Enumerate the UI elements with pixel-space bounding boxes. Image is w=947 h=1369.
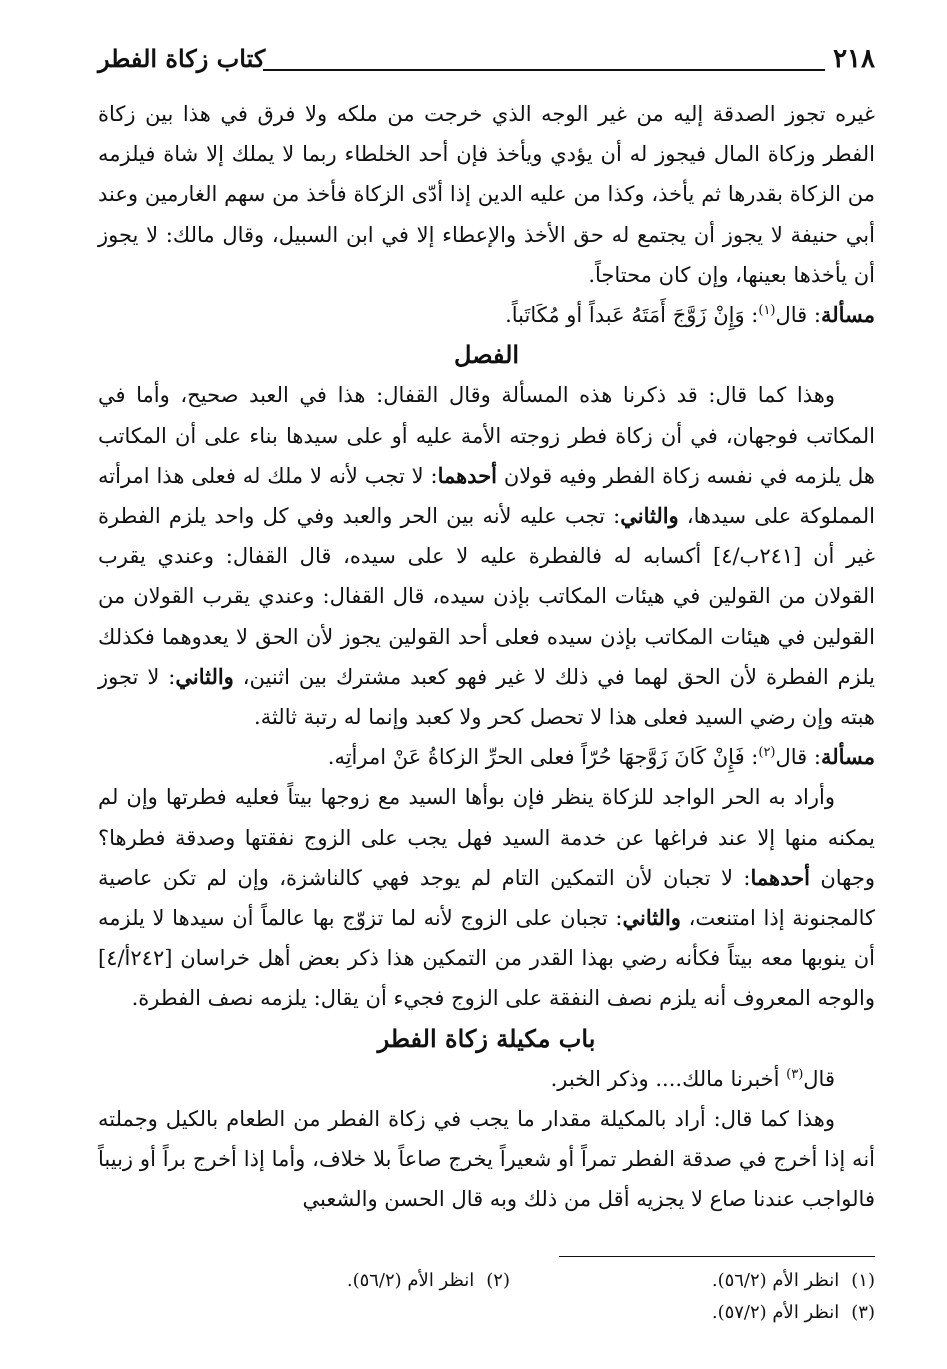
footnote-row-1: [98, 1270, 875, 1298]
masala-2: [98, 737, 875, 777]
footnote-text: انظر الأم (٥٦/٢).: [346, 1270, 475, 1291]
p4-text: أخبرنا مالك.... وذكر الخبر.: [550, 1066, 787, 1091]
paragraph-1: غيره تجوز الصدقة إليه من غير الوجه الذي خرجت من ملكه ولا فرق في هذا بين زكاة الفطر وزكاة المال فيجوز له أن يؤدي ويأخذ فإن أحد الخلطاء ربما لا يملك إلا شاة فيلزمه من الزكاة بقدرها ثم يأخذ، وكذا من عليه الدين إذا أدّى الزكاة فأخذ من سهم الغارمين وعند أبي حنيفة لا يجوز أن يجتمع له حق الأخذ والإعطاء إلا في ابن السبيل، وقال مالك: لا يجوز أن يأخذها بعينها، وإن كان محتاجاً.: [98, 102, 875, 287]
p2-bold-3: والثاني: [175, 663, 234, 689]
p3-part-a: وأراد به الحر الواجد للزكاة ينظر فإن بوأها السيد مع زوجها بيتاً فعليه فطرتها وإن لم يمكنه منها إلا عند فراغها عن خدمة السيد فهل يجب على الزوج نفقتها وصدقة فطرها؟ وجهان: [98, 785, 875, 890]
paragraph-5: وهذا كما قال: أراد بالمكيلة مقدار ما يجب في زكاة الفطر من الطعام بالكيل وجملته أنه إذا أخرج في صدقة الفطر تمراً أو شعيراً يخرج صاعاً بلا خلاف، وأما إذا أخرج براً أو زبيباً فالواجب عندنا صاع لا يجزيه أقل من ذلك وبه قال الحسن والشعبي: [98, 1107, 875, 1212]
footnote-number: (٢): [486, 1270, 510, 1291]
footnote-rule: [559, 1256, 875, 1257]
footnote-2: [347, 1270, 510, 1291]
footnote-number: (١): [851, 1270, 875, 1291]
p2-part-d: : تجب عليه لأنه بين الحر والعبد وفي كل واحد يلزم الفطرة غير أن [٢٤١ب/٤] أكسابه له فالفطرة عليه لا على سيده، قال القفال: وعندي يقرب القولان من القولين في هيئات المكاتب بإذن سيده، قال القفال: وعندي يقرب القولان من القولين في هيئات المكاتب بإذن سيده فعلى أحد القولين يجوز لأن الحق لا يعدوهما فكذلك يلزم الفطرة لأن الحق لهما في ذلك لا غير فهو كعبد مشترك بين اثنين،: [98, 504, 875, 689]
p2-part-e: : لا تجوز هبته وإن رضي السيد فعلى هذا لا تحصل كحر ولا كعبد وإنما له رتبة ثالثة.: [98, 664, 875, 730]
p2-part-a: وهذا كما قال: قد ذكرنا هذه المسألة وقال القفال: هذا في العبد صحيح، وأما في المكاتب فوجهان، في أن زكاة فطر زوجته الأمة عليه أو على سيدها بناء على أن المكاتب هل يلزمه في نفسه زكاة الفطر وفيه قولان: [98, 383, 876, 488]
p4-qala: قال: [803, 1066, 835, 1091]
masala-1: [98, 295, 875, 335]
footnote-ref-3: (٣): [786, 1066, 804, 1082]
footnote-text: انظر الأم (٥٧/٢).: [711, 1302, 840, 1323]
header-rule: [263, 69, 825, 71]
p3-bold-1: أحدهما: [750, 864, 810, 890]
section-heading-bab: باب مكيلة زكاة الفطر: [377, 1023, 596, 1053]
masala-label: مسألة: [820, 302, 875, 328]
masala-qala: : قال: [775, 745, 821, 770]
p2-bold-1: أحدهما: [437, 462, 498, 488]
section-heading-fasl: الفصل: [453, 340, 520, 370]
footnote-ref-1: (١): [758, 303, 776, 319]
masala-label: مسألة: [820, 744, 875, 770]
p2-part-c: : لا تجب لأنه لا ملك له فعلى هذا امرأته المملوكة على سيدها،: [98, 463, 875, 529]
masala-qala: : قال: [775, 303, 821, 328]
page-header: [98, 44, 875, 78]
masala-text: : وَإِنْ زَوَّجَ أَمَتَهُ عَبداً أو مُكَاتَباً.: [505, 303, 759, 328]
main-text: [98, 94, 875, 1220]
p2-bold-2: والثاني: [620, 503, 679, 529]
running-title: كتاب زكاة الفطر: [98, 44, 266, 73]
paragraph-3: [98, 777, 875, 1018]
p3-part-d: : تجبان على الزوج لأنه لما تزوّج بها عالماً أن سيدها لا يلزمه أن ينوبها معه بيتاً فكأنه رضي بهذا القدر من التمكين هذا ذكر بعض أهل خراسان [٢٤٢أ/٤] والوجه المعروف أنه يلزم نصف النفقة على الزوج فجيء أن يقال: يلزمه نصف الفطرة.: [98, 906, 875, 1011]
footnote-number: (٣): [851, 1302, 875, 1323]
paragraph-4: [98, 1059, 875, 1099]
footnote-text: انظر الأم (٥٦/٢).: [711, 1270, 840, 1291]
masala-text: : فَإِنْ كَانَ زَوَّجهَا حُرّاً فعلى الحرِّ الزكاةُ عَنْ امرأتِه.: [327, 745, 759, 770]
paragraph-2: [98, 375, 875, 737]
page-number: ٢١٨: [833, 44, 875, 74]
footnote-3: [712, 1302, 875, 1323]
footnote-row-2: [98, 1302, 875, 1330]
footnote-ref-2: (٢): [758, 745, 776, 761]
p3-bold-2: والثاني: [622, 905, 681, 931]
footnote-1: [712, 1270, 875, 1291]
p3-part-c: : لا تجبان لأن التمكين التام لم يوجد فهي كالناشزة، وإن لم تكن عاصية كالمجنونة إذا امتنعت،: [98, 865, 875, 931]
